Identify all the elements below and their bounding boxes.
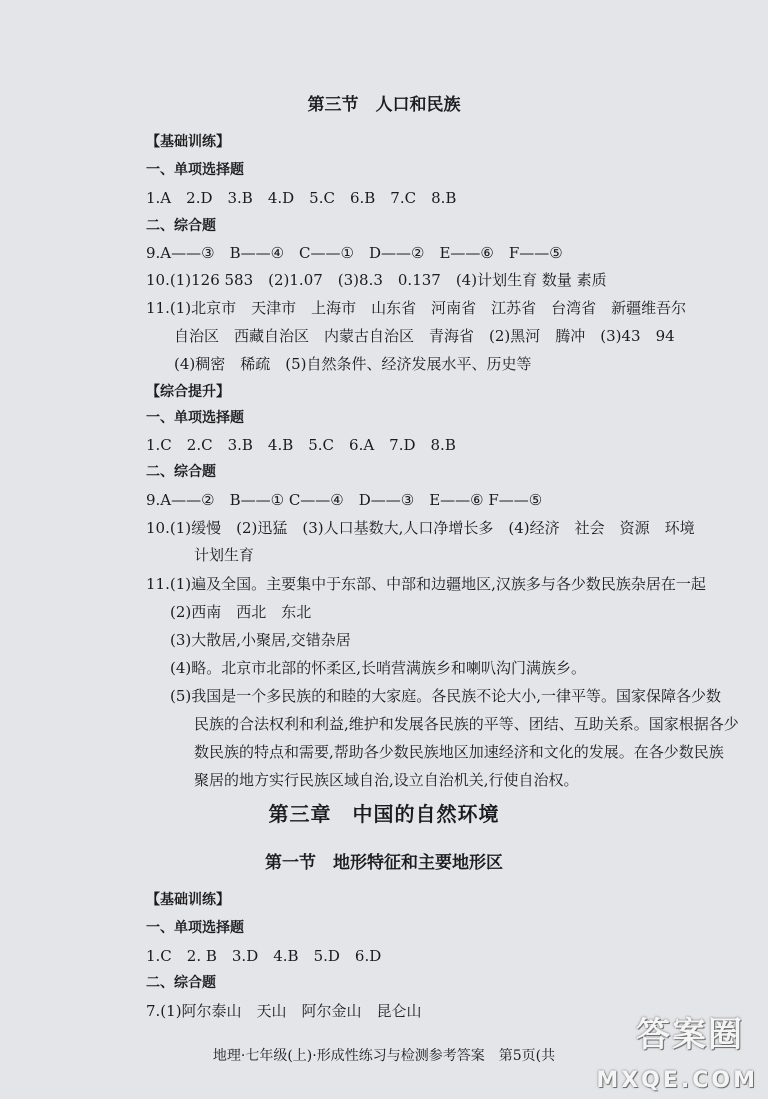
- chapter-title: 第三章 中国的自然环境: [268, 802, 500, 826]
- answer-q11-improve-line3: (3)大散居,小聚居,交错杂居: [170, 631, 351, 649]
- answer-q11-improve-line7: 数民族的特点和需要,帮助各少数民族地区加速经济和文化的发展。在各少数民族: [194, 743, 724, 761]
- answer-q11-line1: 11.(1)北京市 天津市 上海市 山东省 河南省 江苏省 台湾省 新疆维吾尔: [146, 299, 687, 317]
- answer-q11-improve-line4: (4)略。北京市北部的怀柔区,长哨营满族乡和喇叭沟门满族乡。: [170, 659, 587, 677]
- single-choice-heading-3: 一、单项选择题: [146, 920, 244, 936]
- comprehensive-heading-2: 二、综合题: [146, 464, 216, 480]
- single-choice-heading: 一、单项选择题: [146, 162, 244, 178]
- single-choice-heading-2: 一、单项选择题: [146, 410, 244, 426]
- basic-training-heading: 【基础训练】: [146, 134, 230, 150]
- answer-q11-improve-line5: (5)我国是一个多民族的和睦的大家庭。各民族不论大小,一律平等。国家保障各少数: [170, 687, 722, 705]
- comprehensive-heading-3: 二、综合题: [146, 975, 216, 991]
- answer-q10-improve-line2: 计划生育: [194, 546, 255, 564]
- answer-q10: 10.(1)126 583 (2)1.07 (3)8.3 0.137 (4)计划生育 数量 素质: [146, 271, 607, 289]
- answer-q11-improve-line8: 聚居的地方实行民族区域自治,设立自治机关,行使自治权。: [194, 771, 579, 789]
- answer-q11-line2: 自治区 西藏自治区 内蒙古自治区 青海省 (2)黑河 腾冲 (3)43 94: [174, 327, 675, 345]
- comprehensive-heading: 二、综合题: [146, 218, 216, 234]
- answer-q9-improve: 9.A——② B——① C——④ D——③ E——⑥ F——⑤: [146, 491, 543, 509]
- answer-q10-improve-line1: 10.(1)缓慢 (2)迅猛 (3)人口基数大,人口净增长多 (4)经济 社会 资源 环境: [146, 519, 695, 537]
- answer-q11-improve-line2: (2)西南 西北 东北: [170, 603, 312, 621]
- single-choice-answers-3: 1.C 2. B 3.D 4.B 5.D 6.D: [146, 947, 382, 965]
- section-title: 第三节 人口和民族: [307, 95, 461, 115]
- watermark-text-top: 答案圈: [636, 1015, 744, 1055]
- answer-q9: 9.A——③ B——④ C——① D——② E——⑥ F——⑤: [146, 244, 563, 262]
- answer-q11-improve-line6: 民族的合法权利和利益,维护和发展各民族的平等、团结、互助关系。国家根据各少: [194, 715, 739, 733]
- watermark-logo: [596, 1007, 762, 1095]
- watermark-text-bottom: MXQE.COM: [596, 1068, 758, 1093]
- improvement-heading: 【综合提升】: [146, 384, 230, 400]
- basic-training-heading-2: 【基础训练】: [146, 892, 230, 908]
- answer-q11-improve-line1: 11.(1)遍及全国。主要集中于东部、中部和边疆地区,汉族多与各少数民族杂居在一起: [146, 575, 706, 593]
- page-footer: 地理·七年级(上)·形成性练习与检测参考答案 第5页(共: [212, 1048, 556, 1064]
- answer-q11-line3: (4)稠密 稀疏 (5)自然条件、经济发展水平、历史等: [174, 355, 532, 373]
- answer-q7: 7.(1)阿尔泰山 天山 阿尔金山 昆仑山: [146, 1002, 422, 1020]
- single-choice-answers-2: 1.C 2.C 3.B 4.B 5.C 6.A 7.D 8.B: [146, 436, 456, 454]
- section-title-2: 第一节 地形特征和主要地形区: [265, 853, 503, 873]
- single-choice-answers: 1.A 2.D 3.B 4.D 5.C 6.B 7.C 8.B: [146, 189, 457, 207]
